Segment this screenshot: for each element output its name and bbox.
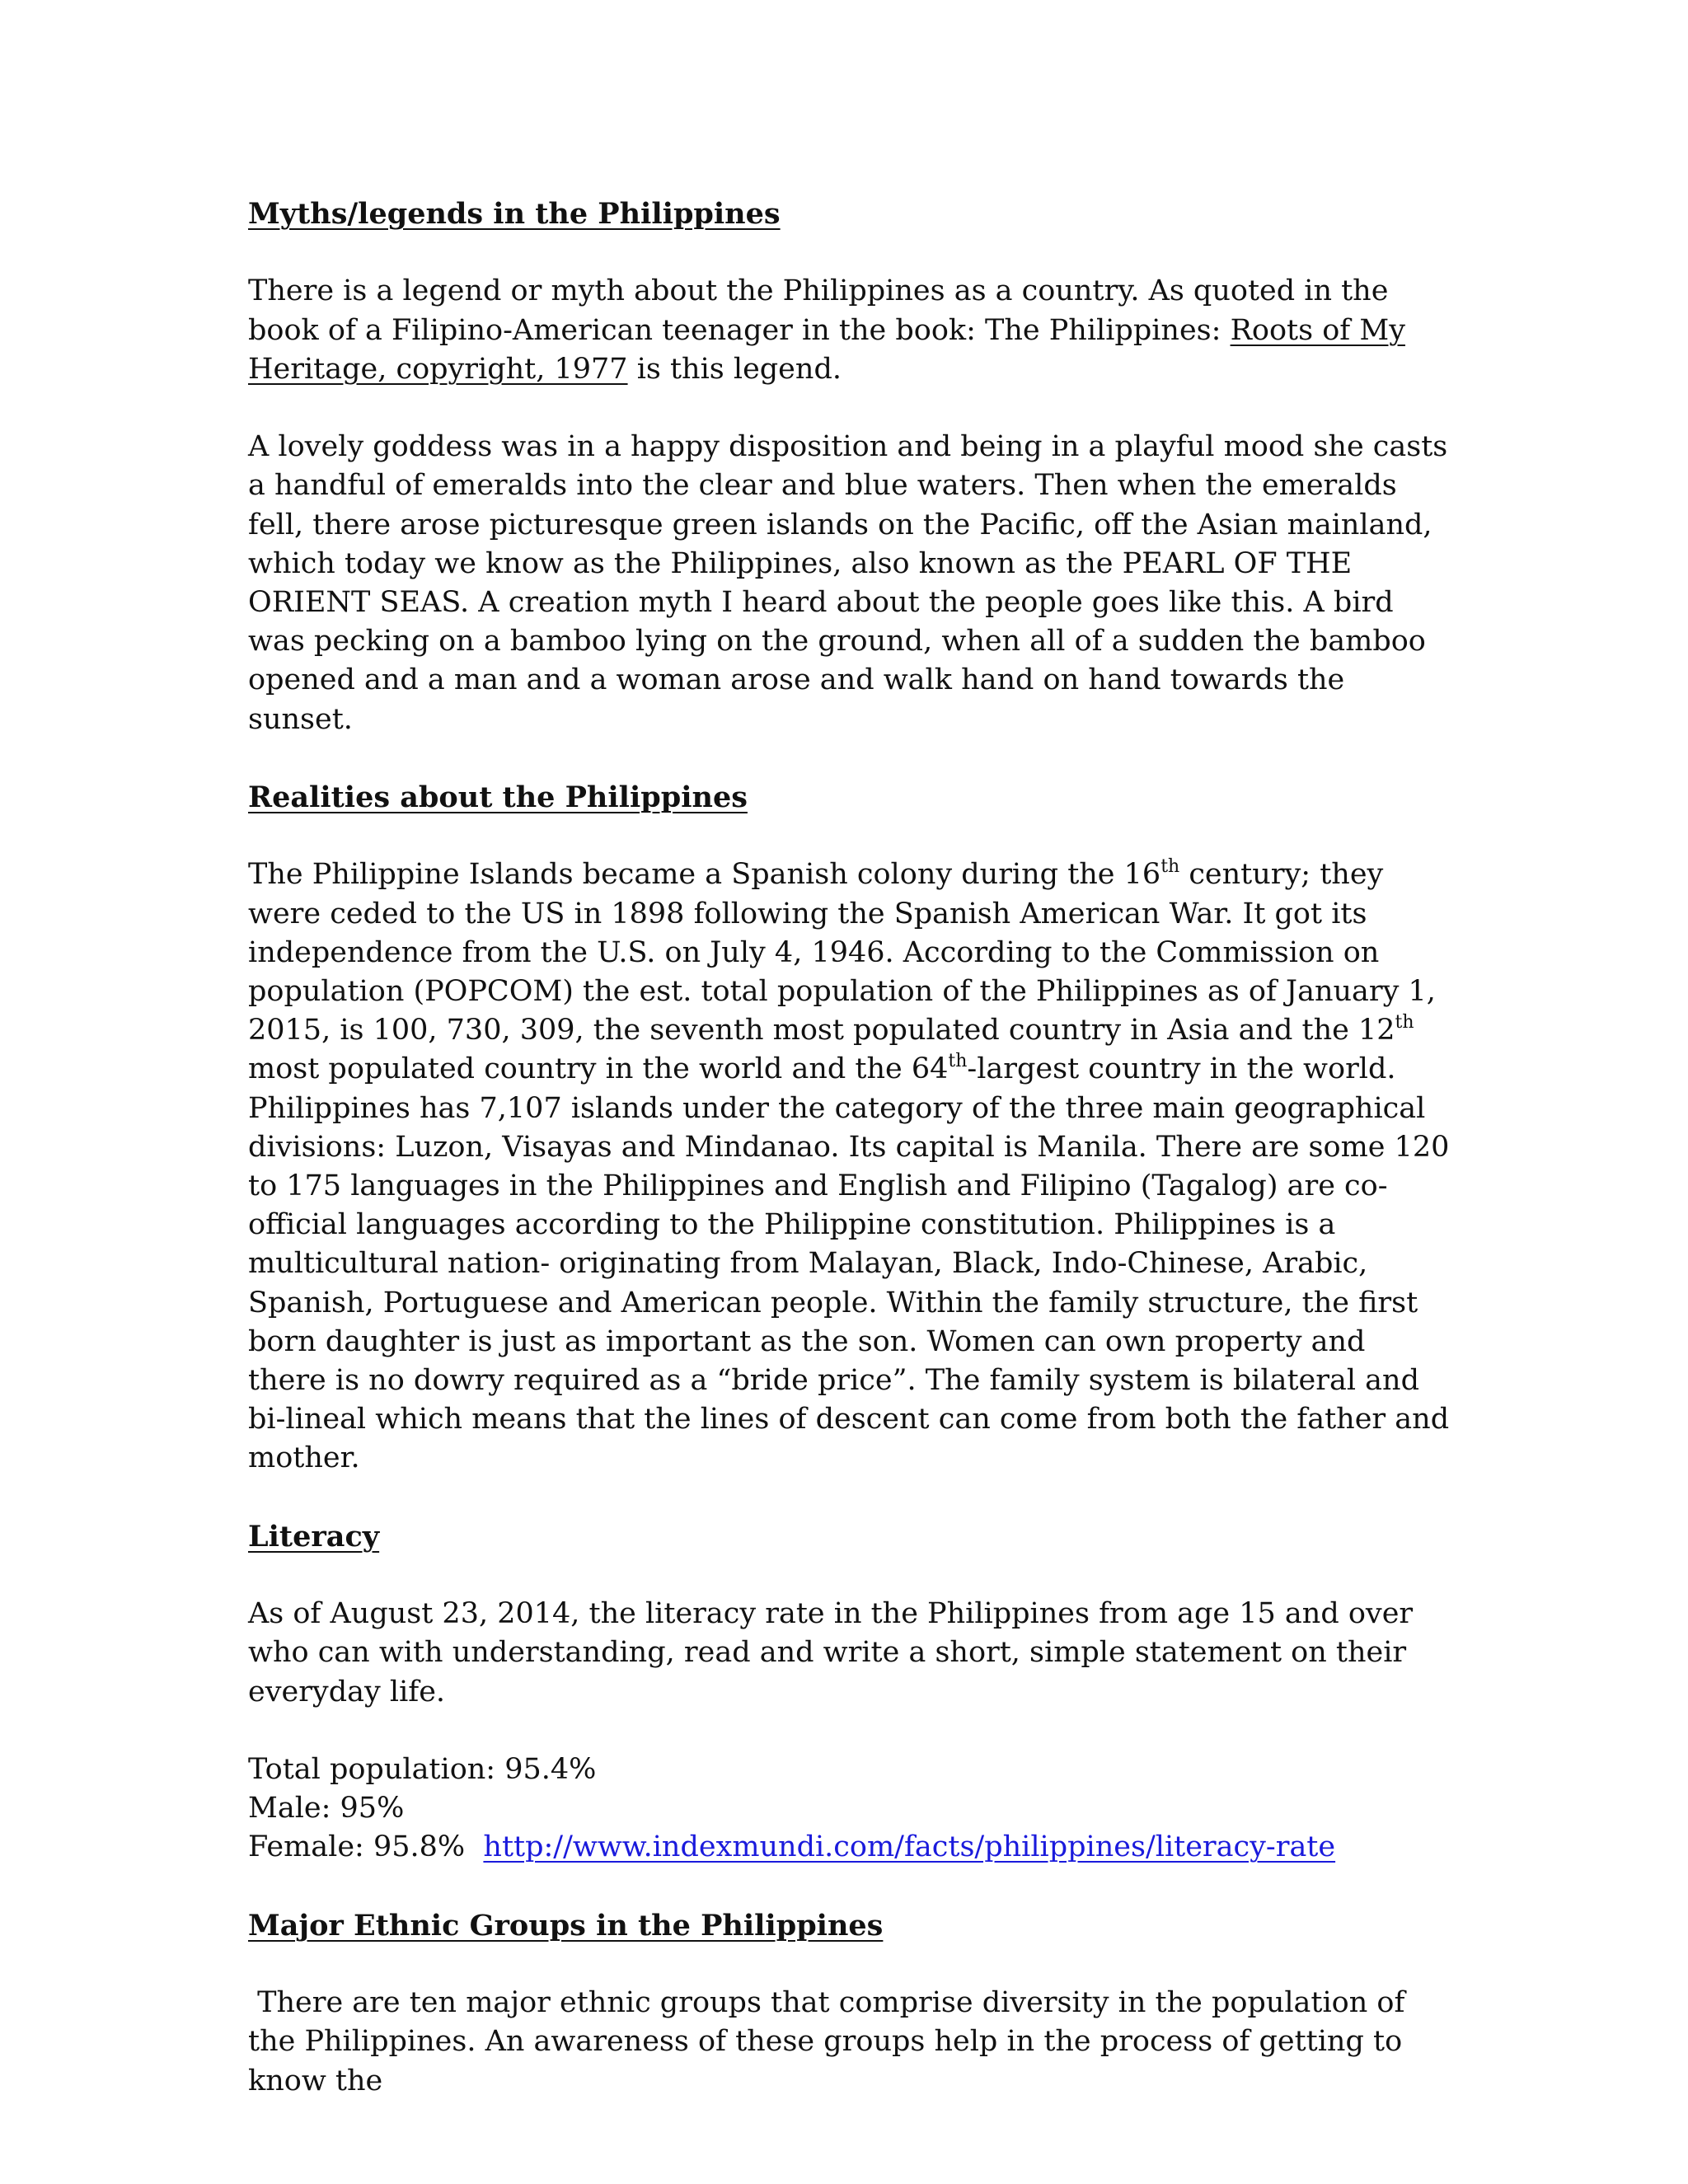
paragraph-ethnic-groups: There are ten major ethnic groups that comprise diversity in the population of the Philippines. An awareness of these groups help in the process of getting to know the xyxy=(248,1986,1414,2097)
realities-text-4: -largest country in the world. Philippines has 7,107 islands under the category of the three main geographical divisions: Luzon, Visayas and Mindanao. Its capital is Manila. There are some 120 to 175 languages in the Philippines and English and Filipino (Tagalog) are co-official languages according to the Philippine constitution. Philippines is a multicultural nation- originating from Malayan, Black, Indo-Chinese, Arabic, Spanish, Portuguese and American people. Within the family structure, the first born daughter is just as important as the son. Women can own property and there is no dowry required as a “bride price”. The family system is bilateral and bi-lineal which means that the lines of descent can come from both the father and mother. xyxy=(248,1052,1450,1475)
paragraph-legend-intro xyxy=(248,272,1451,389)
heading-realities: Realities about the Philippines xyxy=(248,780,748,814)
realities-text-3: most populated country in the world and the 64 xyxy=(248,1052,949,1086)
heading-ethnic-groups: Major Ethnic Groups in the Philippines xyxy=(248,1908,884,1943)
literacy-total: Total population: 95.4% xyxy=(248,1753,597,1787)
realities-text-2: century; they were ceded to the US in 1898 following the Spanish American War. It got its independence from the U.S. on July 4, 1946. According to the Commission on population (POPCOM) the est. total population of the Philippines as of January 1, 2015, is 100, 730, 309, the seventh most populated country in Asia and the 12 xyxy=(248,858,1436,1047)
legend-intro-text: There is a legend or myth about the Philippines as a country. As quoted in the book of a Filipino-American teenager in the book: The Philippines: xyxy=(248,274,1389,347)
literacy-male: Male: 95% xyxy=(248,1792,405,1825)
paragraph-literacy: As of August 23, 2014, the literacy rate in the Philippines from age 15 and over who can with understanding, read and write a short, simple statement on their everyday life. xyxy=(248,1597,1414,1708)
literacy-female-line xyxy=(248,1828,1451,1867)
paragraph-goddess-legend: A lovely goddess was in a happy disposition and being in a playful mood she casts a handful of emeralds into the clear and blue waters. Then when the emeralds fell, there arose picturesque green islands on the Pacific, off the Asian mainland, which today we know as the Philippines, also known as the PEARL OF THE ORIENT SEAS. A creation myth I heard about the people goes like this. A bird was pecking on a bamboo lying on the ground, when all of a sudden the bamboo opened and a man and a woman arose and walk hand on hand towards the sunset. xyxy=(248,430,1448,736)
realities-text-1: The Philippine Islands became a Spanish colony during the 16 xyxy=(248,858,1161,892)
indexmundi-link[interactable]: http://www.indexmundi.com/facts/philippines/literacy-rate xyxy=(483,1830,1336,1864)
legend-intro-outro: is this legend. xyxy=(627,352,842,386)
paragraph-realities xyxy=(248,855,1451,1478)
superscript-th: th xyxy=(948,1051,968,1072)
superscript-th: th xyxy=(1160,856,1180,878)
document-page xyxy=(248,194,1451,2101)
heading-myths-legends: Myths/legends in the Philippines xyxy=(248,197,781,231)
heading-literacy: Literacy xyxy=(248,1519,380,1554)
superscript-th: th xyxy=(1395,1012,1414,1033)
book-title: Roots of My Heritage, copyright, 1977 xyxy=(248,313,1405,386)
literacy-female: Female: 95.8% xyxy=(248,1830,466,1864)
